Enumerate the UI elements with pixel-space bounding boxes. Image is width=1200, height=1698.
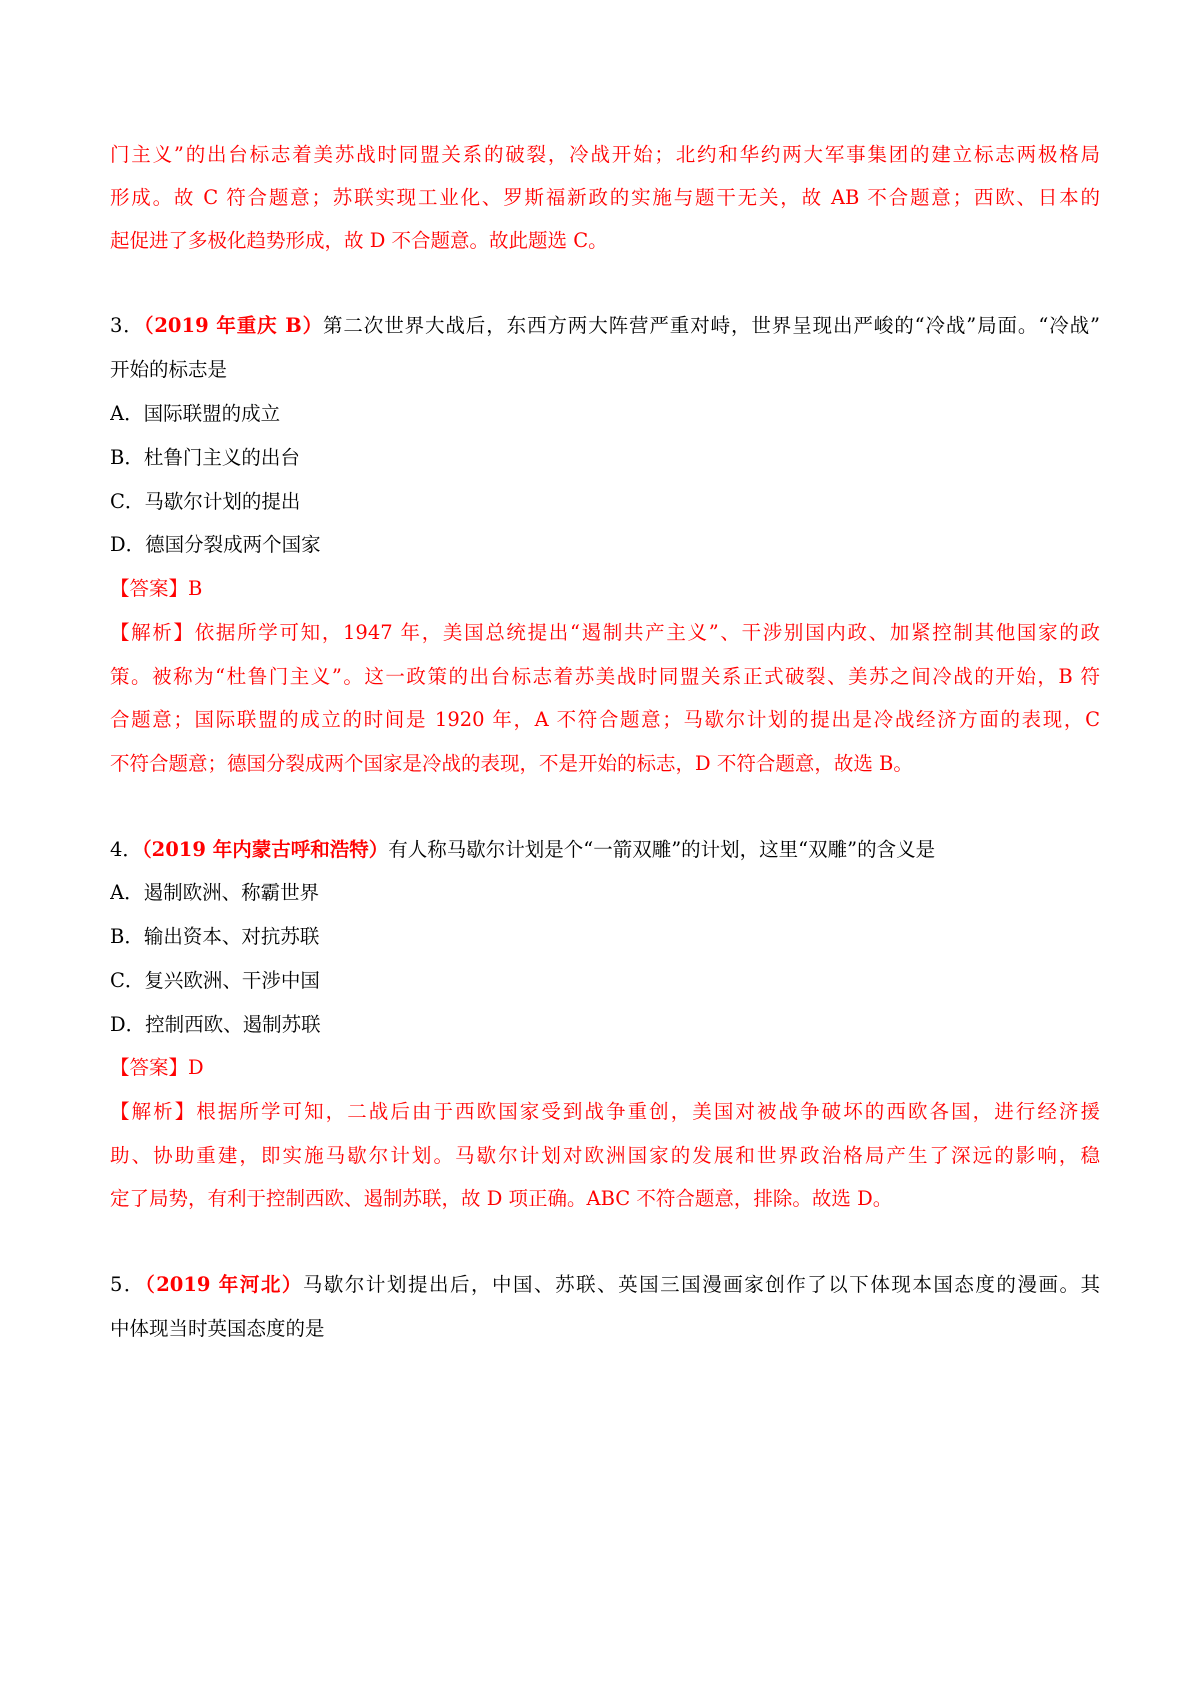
q4-answer-label: 【答案】 — [110, 1056, 189, 1079]
q5-stem-line-2: 中体现当时英国态度的是 — [110, 1317, 325, 1340]
q4-analysis-text: 根据所学可知，二战后由于西欧国家受到战争重创，美国对被战争破坏的西欧各国，进行经济援 — [196, 1100, 1100, 1123]
q5-stem-text: 马歇尔计划提出后，中国、苏联、英国三国漫画家创作了以下体现本国态度的漫画。其 — [302, 1273, 1100, 1296]
q4-analysis-line-1 — [110, 1098, 1100, 1126]
q3-option-d: D．德国分裂成两个国家 — [110, 533, 321, 556]
q4-number: 4． — [110, 838, 142, 861]
q5-source: （2019 年河北） — [144, 1273, 303, 1296]
q3-answer — [110, 575, 1100, 603]
q4-analysis-line-2: 助、协助重建，即实施马歇尔计划。马歇尔计划对欧洲国家的发展和世界政治格局产生了深远的影响，稳 — [110, 1144, 1100, 1167]
q4-option-a: A．遏制欧洲、称霸世界 — [110, 881, 320, 904]
q3-answer-value: B — [188, 577, 203, 600]
prev-analysis-line-3: 起促进了多极化趋势形成，故 D 不合题意。故此题选 C。 — [110, 229, 608, 252]
q3-option-a: A．国际联盟的成立 — [110, 402, 281, 425]
q3-answer-label: 【答案】 — [110, 577, 189, 600]
q3-analysis-line-4: 不符合题意；德国分裂成两个国家是冷战的表现，不是开始的标志，D 不符合题意，故选 B。 — [110, 752, 913, 775]
q4-stem-line-1 — [110, 836, 1100, 864]
q3-analysis-line-3: 合题意；国际联盟的成立的时间是 1920 年，A 不符合题意；马歇尔计划的提出是冷战经济方面的表现，C — [110, 708, 1100, 731]
prev-analysis-line-1: 门主义”的出台标志着美苏战时同盟关系的破裂，冷战开始；北约和华约两大军事集团的建立标志两极格局 — [110, 143, 1100, 166]
q3-stem-text: 第二次世界大战后，东西方两大阵营严重对峙，世界呈现出严峻的“冷战”局面。“冷战” — [323, 314, 1100, 337]
q4-analysis-label: 【解析】 — [110, 1100, 197, 1123]
q4-option-b: B．输出资本、对抗苏联 — [110, 925, 320, 948]
q3-analysis-label: 【解析】 — [110, 621, 195, 644]
q3-source: （2019 年重庆 B） — [143, 314, 323, 337]
q3-analysis-text: 依据所学可知，1947 年，美国总统提出“遏制共产主义”、干涉别国内政、加紧控制其他国家的政 — [194, 621, 1100, 644]
q4-source: （2019 年内蒙古呼和浩特） — [141, 838, 389, 861]
q5-number: 5． — [110, 1273, 145, 1296]
q4-option-c: C．复兴欧洲、干涉中国 — [110, 969, 320, 992]
q5-stem-line-1 — [110, 1271, 1100, 1299]
q4-option-d: D．控制西欧、遏制苏联 — [110, 1013, 321, 1036]
q3-stem-line-2: 开始的标志是 — [110, 358, 228, 381]
q3-option-c: C．马歇尔计划的提出 — [110, 490, 301, 513]
q3-number: 3． — [110, 314, 144, 337]
q4-answer — [110, 1054, 1100, 1082]
q3-analysis-line-1 — [110, 619, 1100, 647]
q3-option-b: B．杜鲁门主义的出台 — [110, 446, 300, 469]
q4-answer-value: D — [188, 1056, 204, 1079]
q4-analysis-line-3: 定了局势，有利于控制西欧、遏制苏联，故 D 项正确。ABC 不符合题意，排除。故选 D。 — [110, 1187, 893, 1210]
q4-stem-text: 有人称马歇尔计划是个“一箭双雕”的计划，这里“双雕”的含义是 — [388, 838, 936, 861]
prev-analysis-line-2: 形成。故 C 符合题意；苏联实现工业化、罗斯福新政的实施与题干无关，故 AB 不合题意；西欧、日本的 — [110, 186, 1100, 209]
q3-analysis-line-2: 策。被称为“杜鲁门主义”。这一政策的出台标志着苏美战时同盟关系正式破裂、美苏之间冷战的开始，B 符 — [110, 665, 1100, 688]
q3-stem-line-1 — [110, 312, 1100, 340]
